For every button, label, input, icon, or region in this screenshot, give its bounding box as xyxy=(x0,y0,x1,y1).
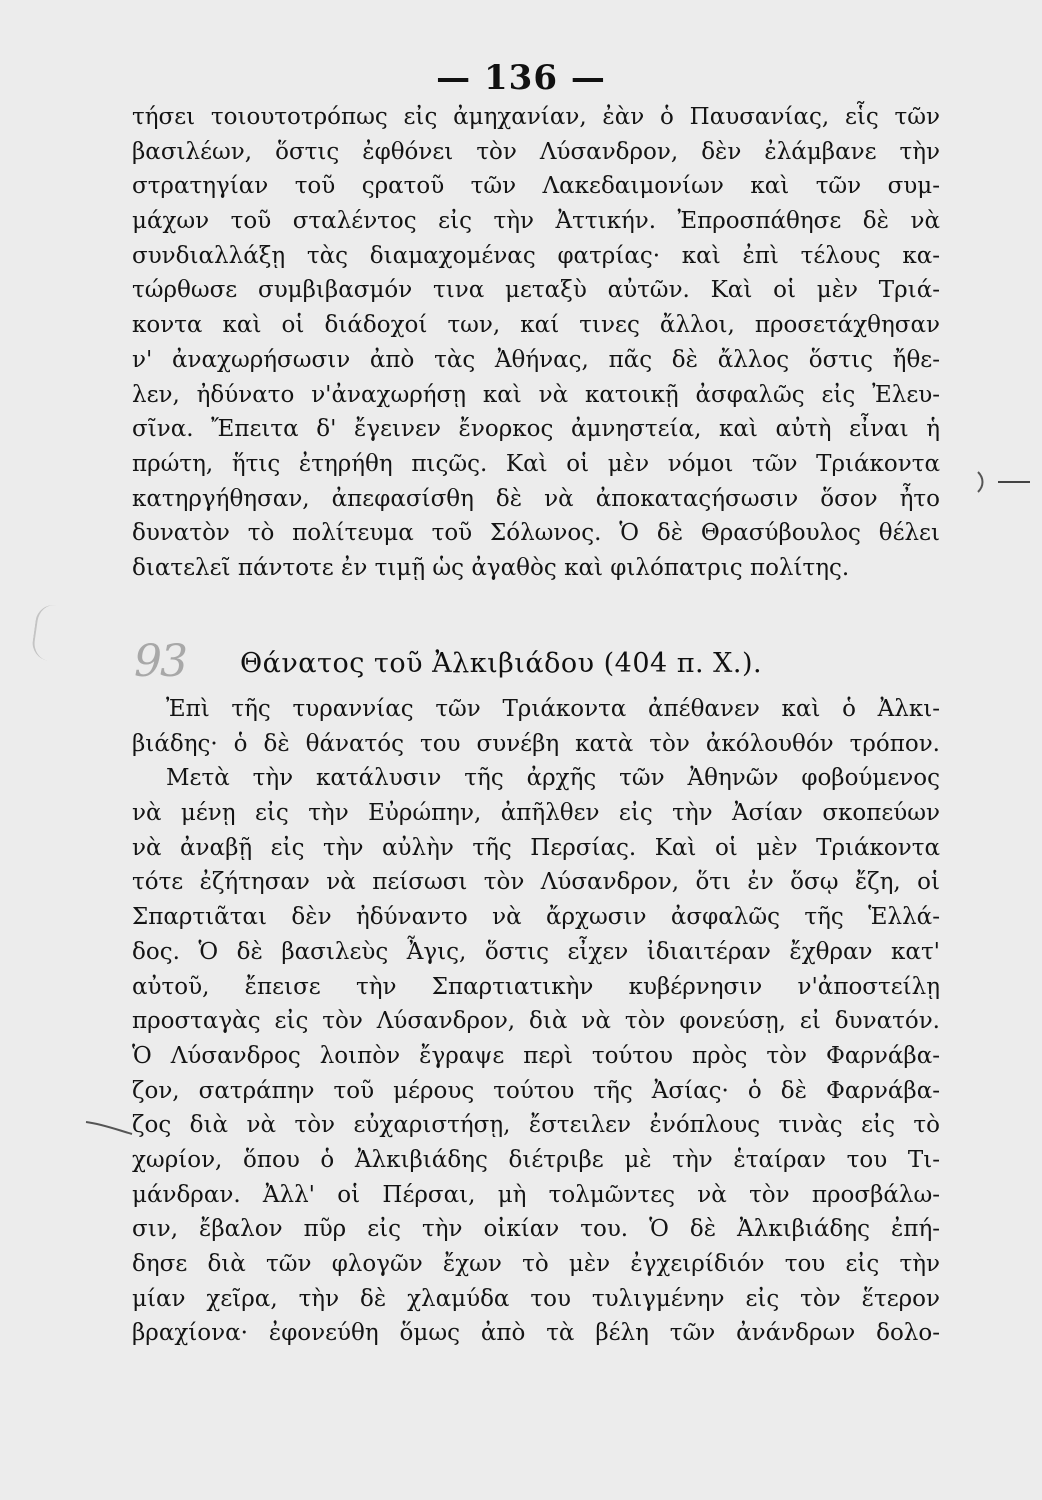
text-line: δυνατὸν τὸ πολίτευμα τοῦ Σόλωνος. Ὁ δὲ Θρασύβουλος θέλει xyxy=(132,520,940,547)
text-line: πρώτη, ἥτις ἐτηρήθη πιςῶς. Καὶ οἱ μὲν νόμοι τῶν Τριάκοντα xyxy=(132,450,940,477)
margin-ink-mark xyxy=(974,470,1032,494)
text-line: Ὁ Λύσανδρος λοιπὸν ἔγραψε περὶ τούτου πρὸς τὸν Φαρνάβα- xyxy=(132,1042,940,1069)
text-line: αὐτοῦ, ἔπεισε τὴν Σπαρτιατικὴν κυβέρνησιν ν'ἀποστείλῃ xyxy=(132,973,940,1000)
text-line: Σπαρτιᾶται δὲν ἠδύναντο νὰ ἄρχωσιν ἀσφαλῶς τῆς Ἑλλά- xyxy=(132,904,940,931)
text-line: σῖνα. Ἔπειτα δ' ἔγεινεν ἔνορκος ἀμνηστεία, καὶ αὐτὴ εἶναι ἡ xyxy=(132,416,940,443)
text-line: συνδιαλλάξῃ τὰς διαμαχομένας φατρίας· καὶ ἐπὶ τέλους κα- xyxy=(132,242,940,269)
text-line: βασιλέων, ὅστις ἐφθόνει τὸν Λύσανδρον, δὲν ἐλάμβανε τὴν xyxy=(132,138,940,165)
text-line: τότε ἐζήτησαν νὰ πείσωσι τὸν Λύσανδρον, ὅτι ἐν ὅσῳ ἔζη, οἱ xyxy=(132,869,940,896)
text-line: Ἐπὶ τῆς τυραννίας τῶν Τριάκοντα ἀπέθανεν καὶ ὁ Ἀλκι- xyxy=(166,696,940,722)
page-number: — 136 — xyxy=(436,58,606,98)
text-line: ν' ἀναχωρήσωσιν ἀπὸ τὰς Ἀθήνας, πᾶς δὲ ἄλλος ὅστις ἤθε- xyxy=(132,346,940,373)
text-line: προσταγὰς εἰς τὸν Λύσανδρον, διὰ νὰ τὸν φονεύσῃ, εἰ δυνατόν. xyxy=(132,1008,940,1035)
text-line: τώρθωσε συμβιβασμόν τινα μεταξὺ αὐτῶν. Καὶ οἱ μὲν Τριά- xyxy=(132,277,940,304)
text-line: διατελεῖ πάντοτε ἐν τιμῇ ὡς ἀγαθὸς καὶ φιλόπατρις πολίτης. xyxy=(132,554,850,581)
text-line: δησε διὰ τῶν φλογῶν ἔχων τὸ μὲν ἐγχειρίδιόν του εἰς τὴν xyxy=(132,1251,940,1277)
text-line: ζον, σατράπην τοῦ μέρους τούτου τῆς Ἀσίας· ὁ δὲ Φαρνάβα- xyxy=(132,1077,940,1104)
text-line: κοντα καὶ οἱ διάδοχοί των, καί τινες ἄλλοι, προσετάχθησαν xyxy=(132,312,940,339)
text-line: σιν, ἔβαλον πῦρ εἰς τὴν οἰκίαν του. Ὁ δὲ Ἀλκιβιάδης ἐπή- xyxy=(132,1216,940,1243)
text-line: Μετὰ τὴν κατάλυσιν τῆς ἀρχῆς τῶν Ἀθηνῶν φοβούμενος xyxy=(166,765,940,792)
margin-section-number: 93 xyxy=(134,636,186,687)
text-line: μίαν χεῖρα, τὴν δὲ χλαμύδα του τυλιγμένην εἰς τὸν ἕτερον xyxy=(132,1285,940,1312)
section-heading: Θάνατος τοῦ Ἀλκιβιάδου (404 π. Χ.). xyxy=(240,648,763,679)
paragraph-1 xyxy=(132,100,940,586)
text-line: δος. Ὁ δὲ βασιλεὺς Ἆγις, ὅστις εἶχεν ἰδιαιτέραν ἔχθραν κατ' xyxy=(132,938,940,965)
text-line: βιάδης· ὁ δὲ θάνατός του συνέβη κατὰ τὸν ἀκόλουθόν τρόπον. xyxy=(132,730,940,757)
text-line: τήσει τοιουτοτρόπως εἰς ἀμηχανίαν, ἐὰν ὁ Παυσανίας, εἷς τῶν xyxy=(132,104,940,130)
text-line: στρατηγίαν τοῦ ςρατοῦ τῶν Λακεδαιμονίων καὶ τῶν συμ- xyxy=(132,173,940,200)
text-line: μάνδραν. Ἀλλ' οἱ Πέρσαι, μὴ τολμῶντες νὰ τὸν προσβάλω- xyxy=(132,1181,940,1208)
text-line: μάχων τοῦ σταλέντος εἰς τὴν Ἀττικήν. Ἐπροσπάθησε δὲ νὰ xyxy=(132,208,940,235)
text-line: νὰ ἀναβῇ εἰς τὴν αὐλὴν τῆς Περσίας. Καὶ οἱ μὲν Τριάκοντα xyxy=(132,834,940,861)
margin-pencil-mark xyxy=(30,603,73,663)
margin-ink-mark xyxy=(84,1110,134,1140)
text-line: λεν, ἠδύνατο ν'ἀναχωρήσῃ καὶ νὰ κατοικῇ ἀσφαλῶς εἰς Ἐλευ- xyxy=(132,381,940,408)
text-line: ζος διὰ νὰ τὸν εὐχαριστήσῃ, ἔστειλεν ἐνόπλους τινὰς εἰς τὸ xyxy=(132,1112,940,1139)
text-line: βραχίονα· ἐφονεύθη ὅμως ἀπὸ τὰ βέλη τῶν ἀνάνδρων δολο- xyxy=(132,1320,940,1347)
text-line: χωρίον, ὅπου ὁ Ἀλκιβιάδης διέτριβε μὲ τὴν ἑταίραν του Τι- xyxy=(132,1146,940,1173)
paragraph-2 xyxy=(132,692,940,1351)
text-line: νὰ μένῃ εἰς τὴν Εὐρώπην, ἀπῆλθεν εἰς τὴν Ἀσίαν σκοπεύων xyxy=(132,800,940,827)
text-line: κατηργήθησαν, ἀπεφασίσθη δὲ νὰ ἀποκαταςήσωσιν ὅσον ἦτο xyxy=(132,485,940,512)
